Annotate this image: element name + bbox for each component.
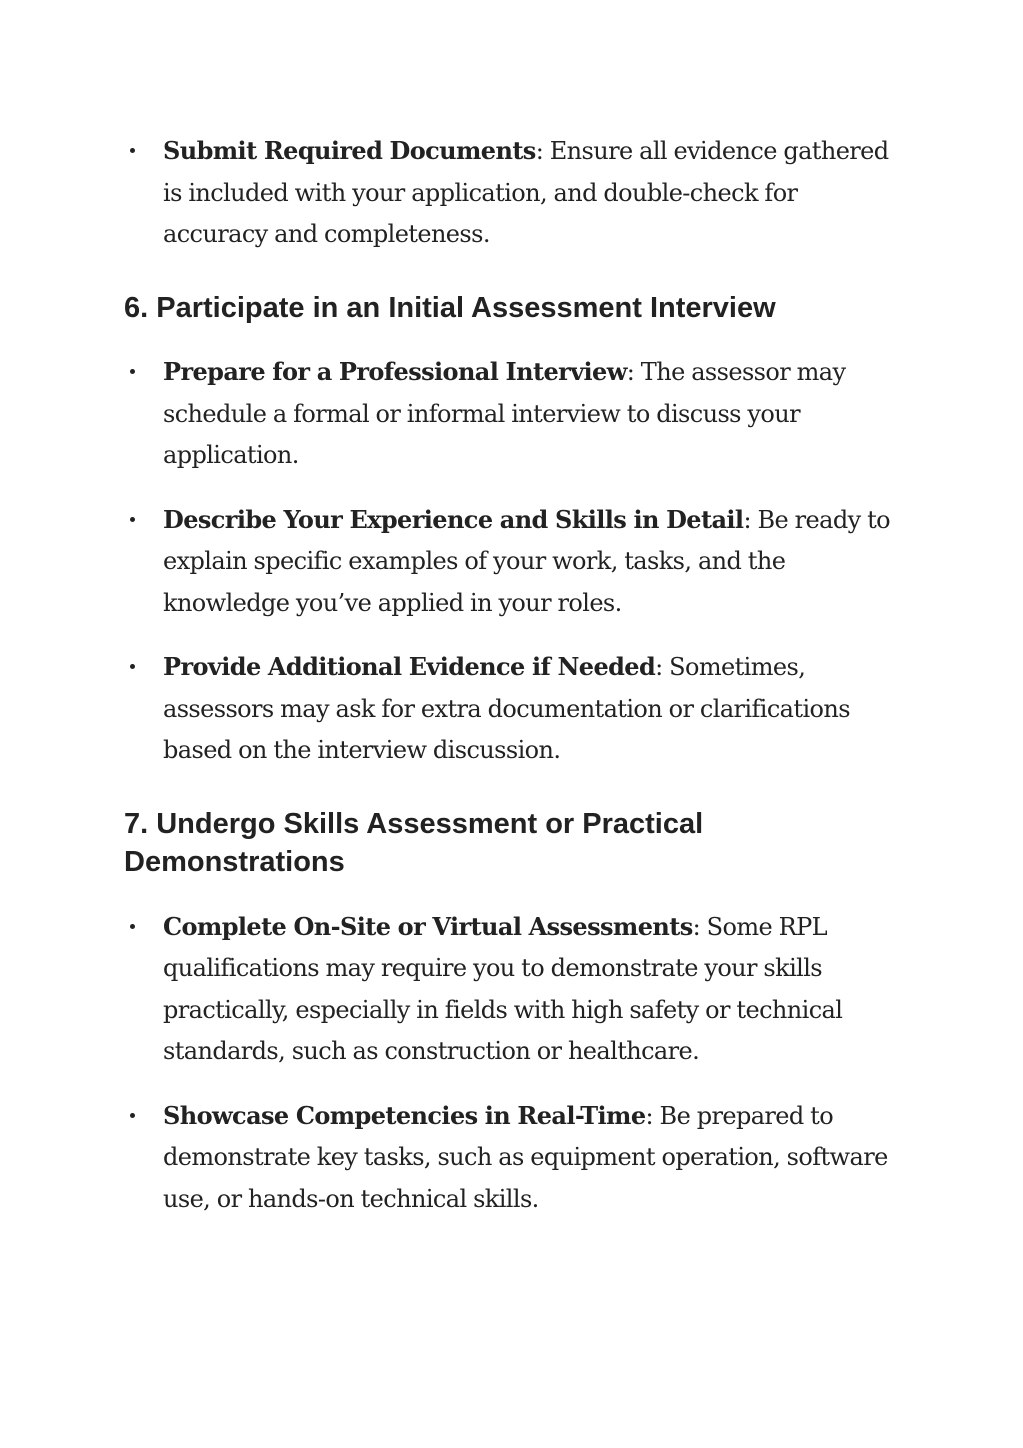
- section-6-bullet-list: [124, 351, 904, 772]
- list-item-text: : Some RPL qualifications may require you to demonstrate your skills practically, especially in fields with high safety or technical standards, such as construction or healthcare.: [163, 912, 843, 1065]
- list-item-text: : Be prepared to demonstrate key tasks, such as equipment operation, software use, or hands-on technical skills.: [163, 1101, 888, 1213]
- bullet-icon: [130, 148, 135, 153]
- list-item-title: Provide Additional Evidence if Needed: [163, 652, 656, 681]
- bullet-icon: [130, 1113, 135, 1118]
- list-item-text: : Ensure all evidence gathered is included with your application, and double-check for accuracy and completeness.: [163, 137, 889, 248]
- list-item-title: Describe Your Experience and Skills in Detail: [163, 504, 744, 534]
- bullet-icon: [130, 517, 135, 522]
- list-item: [124, 646, 904, 772]
- list-item-title: Complete On-Site or Virtual Assessments: [163, 911, 693, 941]
- list-item: [124, 1095, 904, 1221]
- bullet-icon: [130, 924, 135, 929]
- bullet-icon: [130, 664, 135, 669]
- bullet-icon: [130, 369, 135, 374]
- list-item-title: Showcase Competencies in Real-Time: [163, 1100, 646, 1130]
- section-7-heading: 7. Undergo Skills Assessment or Practical Demonstrations: [124, 807, 704, 878]
- list-item: [124, 499, 904, 625]
- section-7-bullet-list: [124, 906, 904, 1221]
- list-item: [124, 906, 904, 1073]
- section-6-heading: 6. Participate in an Initial Assessment Interview: [124, 291, 776, 324]
- list-item: [124, 130, 904, 256]
- list-item-text: : Sometimes, assessors may ask for extra documentation or clarifications based on the interview discussion.: [163, 653, 850, 764]
- list-item: [124, 351, 904, 477]
- document-content: [124, 130, 904, 1242]
- list-item-text: : The assessor may schedule a formal or informal interview to discuss your application.: [163, 358, 846, 469]
- list-item-title: Prepare for a Professional Interview: [163, 357, 627, 386]
- intro-bullet-list: [124, 130, 904, 256]
- list-item-text: : Be ready to explain specific examples of your work, tasks, and the knowledge you’ve applied in your roles.: [163, 505, 890, 617]
- list-item-title: Submit Required Documents: [163, 136, 536, 165]
